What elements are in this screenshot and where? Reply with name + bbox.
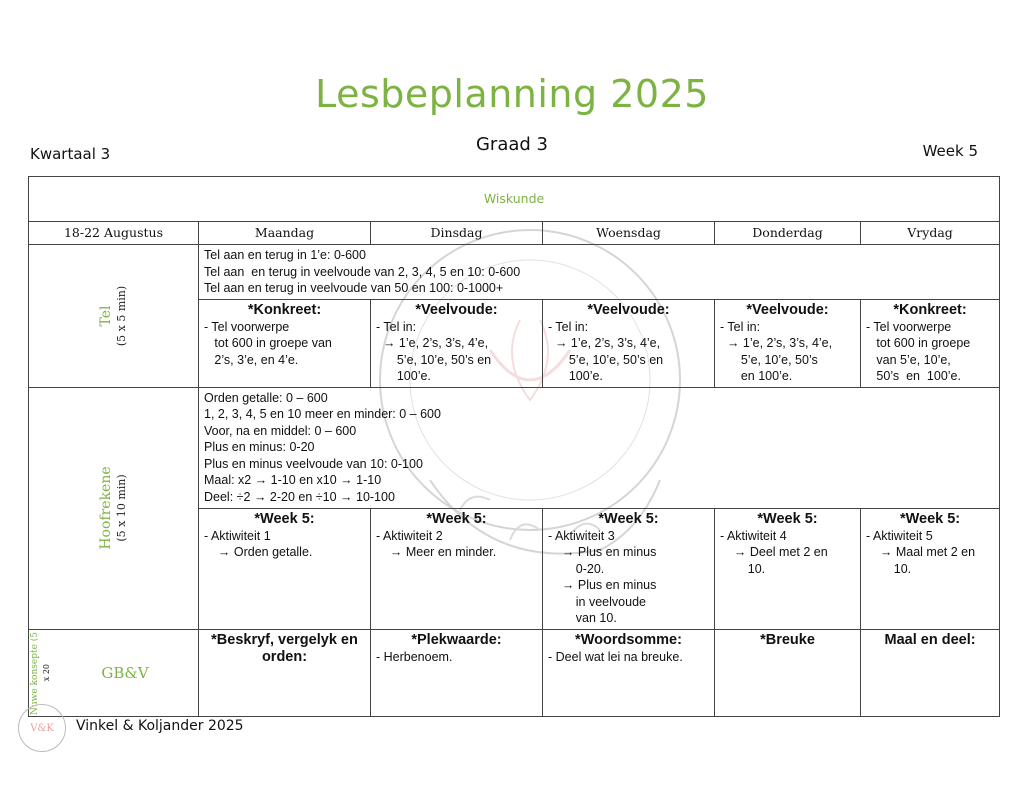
day-header-dinsdag: Dinsdag [371,222,543,245]
gbv-side-text-2: x 20 [42,664,51,682]
cell-heading: *Week 5: [426,510,487,527]
tel-cell-maandag [199,299,371,387]
cell-line: 50’s en 100’e. [866,369,961,383]
overview-line: Orden getalle: 0 – 600 [204,390,328,405]
cell-line: tot 600 in groepe [866,336,971,350]
cell-line: - Aktiwiteit 1 [204,528,271,543]
cell-line: 10. [720,561,766,576]
tel-duration: (5 x 5 min) [114,285,128,346]
cell-heading: *Woordsomme: [575,631,682,648]
cell-heading: *Plekwaarde: [411,631,502,648]
overview-line: Tel aan en terug in veelvoude van 2, 3, 4, 5 en 10: 0-600 [204,264,521,279]
footer-logo-text: V&K [30,722,54,734]
cell-line: - Aktiwiteit 2 [376,528,443,543]
cell-line: - Aktiwiteit 3 [548,528,615,543]
cell-line: → Plus en minus [548,545,657,559]
gbv-cell-dinsdag [371,629,543,717]
cell-line: - Aktiwiteit 4 [720,528,787,543]
cell-line: - Tel voorwerpe [204,319,290,334]
cell-line: 5’e, 10’e, 50’s en [376,352,492,367]
tel-cell-dinsdag [371,299,543,387]
cell-line: - Aktiwiteit 5 [866,528,933,543]
hoofrekene-cell-vrydag [861,508,1000,629]
cell-heading: *Breuke [760,631,815,648]
cell-line: 5’e, 10’e, 50’s en [548,352,664,367]
hoofrekene-cell-maandag [199,508,371,629]
cell-line: 5’e, 10’e, 50’s [720,352,818,367]
hoofrekene-cell-woensdag [543,508,715,629]
hoofrekene-side-label [29,387,199,629]
cell-line: → Orden getalle. [204,545,313,559]
cell-line: → Maal met 2 en [866,545,976,559]
hoofrekene-duration: (5 x 10 min) [114,474,128,542]
subject-header: Wiskunde [29,177,1000,222]
cell-line: in veelvoude [548,594,646,609]
footer-text: Vinkel & Koljander 2025 [76,718,244,734]
cell-line: - Tel in: [548,319,589,334]
cell-heading: *Veelvoude: [415,301,498,318]
cell-heading: *Week 5: [757,510,818,527]
overview-line: Tel aan en terug in 1’e: 0-600 [204,248,366,262]
tel-cell-donderdag [715,299,861,387]
cell-heading: *Week 5: [899,510,961,527]
hoofrekene-cell-donderdag [715,508,861,629]
cell-heading: *Beskryf, vergelyk en orden: [211,631,358,665]
cell-heading: *Veelvoude: [587,301,670,318]
gbv-side-label [29,629,199,717]
cell-line: - Tel voorwerpe [866,319,952,334]
overview-line: 1, 2, 3, 4, 5 en 10 meer en minder: 0 – 600 [204,407,441,421]
hoofrekene-name: Hoofrekene [97,466,114,550]
cell-line: van 10. [548,611,617,625]
cell-line: → 1’e, 2’s, 3’s, 4’e, [720,336,833,350]
cell-heading: *Veelvoude: [746,301,829,318]
cell-line: → 1’e, 2’s, 3’s, 4’e, [548,336,661,350]
tel-overview [199,245,1000,300]
overview-line: Voor, na en middel: 0 – 600 [204,423,357,438]
gbv-side-text: Nuwe konsepte (5 [30,631,40,715]
planning-table [28,176,1000,717]
week-label: Week 5 [922,142,978,160]
tel-cell-woensdag [543,299,715,387]
cell-heading: Maal en deel: [884,631,976,648]
tel-side-label [29,245,199,388]
cell-line: tot 600 in groepe van [204,336,332,350]
hoofrekene-overview [199,387,1000,508]
cell-heading: *Konkreet: [247,301,322,318]
cell-line: en 100’e. [720,369,793,383]
overview-line: Plus en minus: 0-20 [204,440,315,454]
graad-label: Graad 3 [475,134,548,155]
cell-line: 100’e. [376,369,431,383]
cell-line: → Meer en minder. [376,545,497,559]
cell-heading: *Konkreet: [893,301,967,318]
gbv-cell-maandag [199,629,371,717]
gbv-cell-woensdag [543,629,715,717]
cell-line: - Deel wat lei na breuke. [548,649,683,664]
overview-line: Deel: ÷2 → 2-20 en ÷10 → 10-100 [204,489,395,504]
cell-line: - Tel in: [720,319,761,334]
overview-line: Tel aan en terug in veelvoude van 50 en 100: 0-1000+ [204,281,504,295]
gbv-cell-donderdag [715,629,861,717]
overview-line: Plus en minus veelvoude van 10: 0-100 [204,456,423,471]
date-range: 18-22 Augustus [29,222,199,245]
day-header-woensdag: Woensdag [543,222,715,245]
cell-heading: *Week 5: [254,510,315,527]
day-header-maandag: Maandag [199,222,371,245]
cell-line: → 1’e, 2’s, 3’s, 4’e, [376,336,489,350]
hoofrekene-cell-dinsdag [371,508,543,629]
tel-name: Tel [97,305,114,327]
day-header-donderdag: Donderdag [715,222,861,245]
overview-line: Maal: x2 → 1-10 en x10 → 1-10 [204,473,382,487]
footer-logo [18,704,66,752]
cell-line: - Tel in: [376,319,417,334]
cell-line: 0-20. [548,561,605,576]
cell-line: → Plus en minus [548,578,657,592]
cell-line: 10. [866,561,912,576]
page-title: Lesbeplanning 2025 [315,72,709,116]
kwartaal-label: Kwartaal 3 [30,145,111,163]
cell-heading: *Week 5: [598,510,659,527]
tel-cell-vrydag [861,299,1000,387]
cell-line: van 5’e, 10’e, [866,352,951,367]
cell-line: 100’e. [548,369,603,383]
cell-line: 2’s, 3’e, en 4’e. [204,352,299,367]
gbv-cell-vrydag [861,629,1000,717]
day-header-vrydag: Vrydag [861,222,1000,245]
gbv-name: GB&V [101,663,149,682]
cell-line: → Deel met 2 en [720,545,828,559]
cell-line: - Herbenoem. [376,649,453,664]
